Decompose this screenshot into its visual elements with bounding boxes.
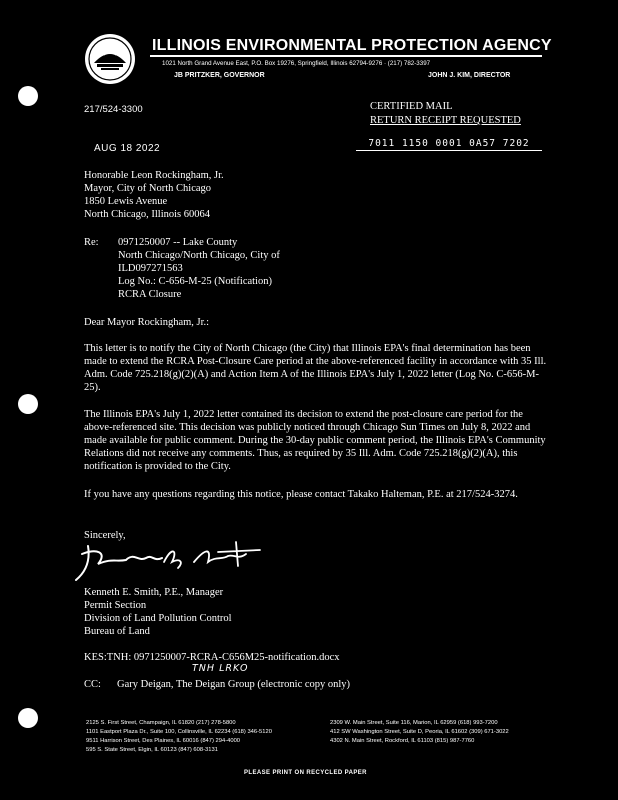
handwritten-signature-icon (68, 532, 268, 584)
handwritten-initials: TNH LRKO (192, 663, 249, 674)
re-line: ILD097271563 (118, 263, 183, 274)
letterhead-rule (150, 55, 542, 57)
footer-office: 1101 Eastport Plaza Dr., Suite 100, Collinsville, IL 62234 (618) 346-5120 (86, 729, 272, 735)
footer-office: 412 SW Washington Street, Suite D, Peoria, IL 61602 (309) 671-3022 (330, 729, 509, 735)
signer-line: Bureau of Land (84, 626, 150, 637)
body-paragraph: This letter is to notify the City of North Chicago (the City) that Illinois EPA's final determination has been made to extend the RCRA Post-Closure Care period at the above-referenced facility in accordance with 35 Ill. Adm. Code 725.218(g)(2)(A) and Action Item A of the Illinois EPA's July 1, 2022 letter (Log No. C-656-M-25). (84, 343, 547, 393)
recycled-paper-note: PLEASE PRINT ON RECYCLED PAPER (244, 770, 367, 776)
governor-name: JB PRITZKER, GOVERNOR (174, 72, 265, 79)
director-name: JOHN J. KIM, DIRECTOR (428, 72, 511, 79)
re-line: North Chicago/North Chicago, City of (118, 250, 280, 261)
punch-hole-middle (18, 394, 38, 414)
punch-hole-top (18, 86, 38, 106)
certified-mail-label: CERTIFIED MAIL (370, 101, 453, 112)
phone-number: 217/524-3300 (84, 104, 143, 115)
footer-office: 4302 N. Main Street, Rockford, IL 61103 (815) 987-7760 (330, 738, 475, 744)
signer-line: Division of Land Pollution Control (84, 613, 232, 624)
recipient-line: North Chicago, Illinois 60064 (84, 209, 210, 220)
body-paragraph: The Illinois EPA's July 1, 2022 letter contained its decision to extend the post-closure care period for the above-referenced site. This decision was publicly noticed through Chicago Sun Times on July 8, 2022 and made available for public comment. During the 30-day public comment period, the Illinois EPA's Community Relations did not receive any comments. Thus, as required by 35 Ill. Adm. Code 725.218(g)(2)(A), this notification is provided to the City. (84, 409, 546, 472)
re-label: Re: (84, 237, 99, 248)
signer-line: Permit Section (84, 600, 147, 611)
recipient-line: Mayor, City of North Chicago (84, 183, 212, 194)
re-line: RCRA Closure (118, 289, 182, 300)
closing: Sincerely, (84, 530, 126, 541)
footer-office: 2125 S. First Street, Champaign, IL 61820 (217) 278-5800 (86, 720, 236, 726)
cc-recipient: Gary Deigan, The Deigan Group (electronic copy only) (117, 679, 351, 690)
re-line: Log No.: C-656-M-25 (Notification) (118, 276, 272, 287)
salutation: Dear Mayor Rockingham, Jr.: (84, 317, 210, 328)
return-receipt-label: RETURN RECEIPT REQUESTED (370, 115, 521, 126)
recipient-line: Honorable Leon Rockingham, Jr. (84, 170, 224, 181)
re-line: 0971250007 -- Lake County (118, 237, 238, 248)
body-paragraph: If you have any questions regarding this notice, please contact Takako Halteman, P.E. at 217/524-3274. (84, 489, 518, 500)
signer-line: Kenneth E. Smith, P.E., Manager (84, 587, 224, 598)
file-reference: KES:TNH: 0971250007-RCRA-C656M25-notification.docx (84, 652, 340, 663)
cc-label: CC: (84, 679, 101, 690)
tracking-number: 7011 1150 0001 0A57 7202 (356, 138, 542, 151)
date-stamp: AUG 18 2022 (94, 143, 161, 154)
agency-name: ILLINOIS ENVIRONMENTAL PROTECTION AGENCY (152, 37, 552, 54)
punch-hole-bottom (18, 708, 38, 728)
footer-office: 2309 W. Main Street, Suite 116, Marion, IL 62959 (618) 993-7200 (330, 720, 498, 726)
recipient-line: 1850 Lewis Avenue (84, 196, 168, 207)
footer-office: 595 S. State Street, Elgin, IL 60123 (847) 608-3131 (86, 747, 218, 753)
agency-address: 1021 North Grand Avenue East, P.O. Box 19276, Springfield, Illinois 62794-9276 · (217) 782-3397 (162, 60, 431, 67)
state-seal-icon (84, 33, 136, 85)
footer-office: 9511 Harrison Street, Des Plaines, IL 60016 (847) 294-4000 (86, 738, 241, 744)
